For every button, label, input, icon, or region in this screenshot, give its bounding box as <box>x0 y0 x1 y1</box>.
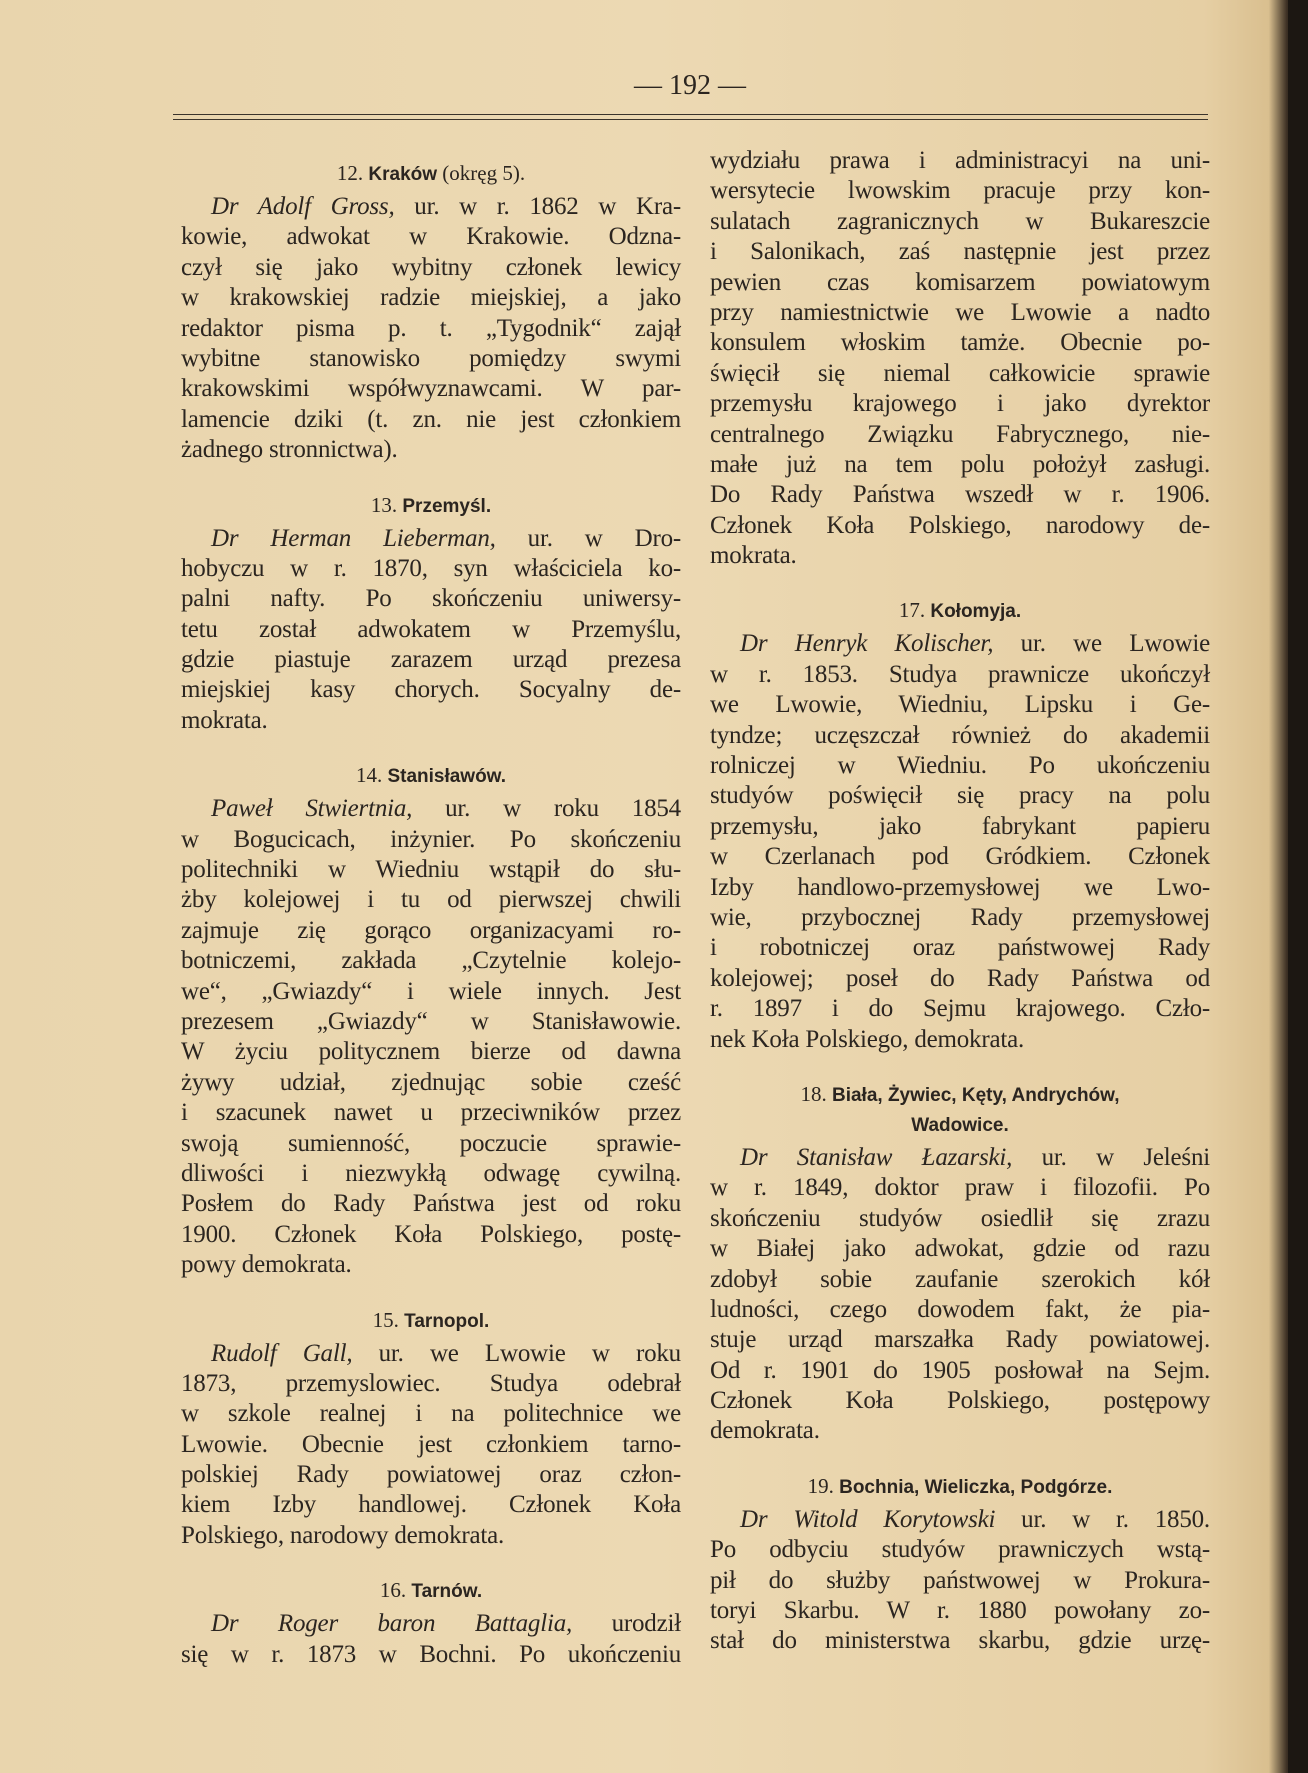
district-number: 14. <box>355 763 383 788</box>
right-column <box>710 147 1210 1657</box>
district-section <box>181 1305 681 1552</box>
biography-line: krakowskimi współwyznawcami. W par- <box>181 375 681 403</box>
district-heading <box>181 1575 681 1607</box>
district-section <box>181 158 681 466</box>
biography-line: ludności, czego dowodem fakt, że pia- <box>710 1295 1210 1323</box>
biography-line: demokrata. <box>710 1417 820 1445</box>
deputy-name: Dr Roger baron Battaglia, <box>211 1610 573 1638</box>
district-heading <box>710 595 1210 627</box>
district-name: Kołomyja. <box>930 601 1022 623</box>
biography-line: żby kolejowej i tu od pierwszej chwili <box>181 886 681 914</box>
district-name: Kraków <box>368 164 438 185</box>
biography-line: mokrata. <box>181 706 268 734</box>
deputy-name: Dr Stanisław Łazarski, <box>740 1143 1013 1171</box>
district-section <box>181 1575 681 1670</box>
biography-first-line <box>181 192 681 222</box>
biography-line: prezesem „Gwiazdy“ w Stanisławowie. <box>181 1007 681 1035</box>
district-heading <box>181 158 681 190</box>
biography-line: mokrata. <box>710 542 797 570</box>
biography-text: ur. we Lwowie <box>993 630 1210 658</box>
district-section <box>710 1471 1210 1657</box>
biography-line: Do Rady Państwa wszedł w r. 1906. <box>710 481 1210 509</box>
biography-line: nek Koła Polskiego, demokrata. <box>710 1025 1025 1053</box>
biography-line: i robotniczej oraz państwowej Rady <box>710 934 1210 962</box>
district-heading <box>181 1305 681 1337</box>
district-number: 16. <box>379 1578 407 1603</box>
district-section <box>710 595 1210 1054</box>
deputy-name: Dr Adolf Gross, <box>211 193 395 220</box>
biography-line: politechniki w Wiedniu wstąpił do słu- <box>181 856 681 884</box>
biography-line: konsulem włoskim tamże. Obecnie po- <box>710 329 1210 357</box>
district-heading <box>181 760 681 792</box>
biography-line: we“, „Gwiazdy“ i wiele innych. Jest <box>181 977 681 1005</box>
biography-line: lamencie dziki (t. zn. nie jest członkiem <box>181 405 681 433</box>
biography-text: ur. w roku 1854 <box>412 795 681 823</box>
biography-first-line <box>181 794 681 824</box>
biography-line: pewien czas komisarzem powiatowym <box>710 268 1210 296</box>
biography-line: Posłem do Rady Państwa jest od roku <box>181 1190 681 1218</box>
biography-text: ur. w Jeleśni <box>1012 1143 1210 1171</box>
district-name: Tarnów. <box>411 1581 483 1603</box>
biography-line: 1873, przemyslowiec. Studya odebrał <box>181 1369 681 1397</box>
biography-line: kiem Izby handlowej. Członek Koła <box>181 1491 681 1519</box>
biography-line: gdzie piastuje zarazem urząd prezesa <box>181 646 681 674</box>
biography-line: hobyczu w r. 1870, syn właściciela ko- <box>181 554 681 582</box>
district-suffix: (okręg 5). <box>442 161 526 185</box>
biography-line: we Lwowie, Wiedniu, Lipsku i Ge- <box>710 691 1210 719</box>
biography-line: przy namiestnictwie we Lwowie a nadto <box>710 298 1210 326</box>
header-rule-lower <box>173 119 1208 120</box>
biography-line: wie, przybocznej Rady przemysłowej <box>710 903 1210 931</box>
biography-line: dliwości i niezwykłą odwagę cywilną. <box>181 1159 681 1187</box>
biography-line: swoją sumienność, poczucie sprawie- <box>181 1129 681 1157</box>
district-section <box>181 490 681 737</box>
biography-line: Po odbyciu studyów prawniczych wstą- <box>710 1536 1210 1564</box>
district-name: Tarnopol. <box>404 1310 490 1332</box>
district-name: Stanisławów. <box>387 766 507 788</box>
biography-line: czył się jako wybitny członek lewicy <box>181 253 681 281</box>
district-name: Bochnia, Wieliczka, Podgórze. <box>839 1476 1113 1498</box>
district-name: Biała, Żywiec, Kęty, Andrychów, <box>831 1084 1120 1106</box>
biography-line: W życiu politycznem bierze od dawna <box>181 1038 681 1066</box>
district-heading-continued <box>710 1109 1210 1141</box>
biography-text: ur. w Dro- <box>495 524 681 552</box>
biography-first-line <box>181 1609 681 1639</box>
biography-first-line <box>710 1505 1210 1535</box>
biography-line: się w r. 1873 w Bochni. Po ukończeniu <box>181 1640 681 1668</box>
biography-line: w Czerlanach pod Gródkiem. Członek <box>710 843 1210 871</box>
biography-line: w Bogucicach, inżynier. Po skończeniu <box>181 825 681 853</box>
biography-line: sulatach zagranicznych w Bukareszcie <box>710 207 1210 235</box>
district-heading <box>710 1079 1210 1111</box>
biography-line: palni nafty. Po skończeniu uniwersy- <box>181 585 681 613</box>
biography-line: rolniczej w Wiedniu. Po ukończeniu <box>710 752 1210 780</box>
biography-line: botniczemi, zakłada „Czytelnie kolejo- <box>181 947 681 975</box>
biography-line: polskiej Rady powiatowej oraz człon- <box>181 1461 681 1489</box>
biography-line: kowie, adwokat w Krakowie. Odzna- <box>181 223 681 251</box>
district-number: 13. <box>370 492 398 517</box>
district-heading <box>181 490 681 522</box>
biography-line: tetu został adwokatem w Przemyślu, <box>181 615 681 643</box>
district-number: 17. <box>898 598 926 623</box>
district-number: 15. <box>372 1307 399 1332</box>
biography-line: Członek Koła Polskiego, narodowy de- <box>710 511 1210 539</box>
biography-first-line <box>710 629 1210 659</box>
biography-line: przemysłu, jako fabrykant papieru <box>710 812 1210 840</box>
biography-first-line <box>181 524 681 554</box>
biography-line: powy demokrata. <box>181 1251 352 1279</box>
district-heading <box>710 1471 1210 1503</box>
deputy-name: Dr Witold Korytowski <box>740 1505 996 1533</box>
biography-line: r. 1897 i do Sejmu krajowego. Czło- <box>710 995 1210 1023</box>
biography-line: w krakowskiej radzie miejskiej, a jako <box>181 284 681 312</box>
biography-line: Od r. 1901 do 1905 posłował na Sejm. <box>710 1356 1210 1384</box>
biography-line: redaktor pisma p. t. „Tygodnik“ zajął <box>181 314 681 342</box>
biography-line: święcił się niemal całkowicie sprawie <box>710 359 1210 387</box>
biography-first-line <box>710 1143 1210 1173</box>
biography-line: Polskiego, narodowy demokrata. <box>181 1521 505 1549</box>
book-binding-edge <box>1288 0 1308 1773</box>
biography-line: żadnego stronnictwa). <box>181 436 398 464</box>
biography-text: ur. w r. 1862 w Kra- <box>394 193 681 220</box>
biography-text: urodził <box>572 1610 681 1638</box>
biography-line: w r. 1849, doktor praw i filozofii. Po <box>710 1174 1210 1202</box>
biography-line: w r. 1853. Studya prawnicze ukończył <box>710 660 1210 688</box>
biography-text: ur. w r. 1850. <box>995 1505 1210 1533</box>
biography-line: skończeniu studyów osiedlił się zrazu <box>710 1204 1210 1232</box>
biography-line: Izby handlowo-przemysłowej we Lwo- <box>710 873 1210 901</box>
page-number: — 192 — <box>634 70 746 101</box>
biography-line: i szacunek nawet u przeciwników przez <box>181 1099 681 1127</box>
continued-biography <box>710 146 1210 571</box>
biography-line: stuje urząd marszałka Rady powiatowej. <box>710 1326 1210 1354</box>
district-number: 12. <box>336 161 364 185</box>
biography-line: stał do ministerstwa skarbu, gdzie urzę- <box>710 1627 1210 1655</box>
district-number: 19. <box>807 1473 834 1498</box>
left-column <box>181 158 681 1670</box>
district-name: Przemyśl. <box>402 495 492 517</box>
biography-line: kolejowej; poseł do Rady Państwa od <box>710 964 1210 992</box>
deputy-name: Rudolf Gall, <box>211 1339 353 1367</box>
biography-line: żywy udział, zjednując sobie cześć <box>181 1068 681 1096</box>
biography-line: wersytecie lwowskim pracuje przy kon- <box>710 177 1210 205</box>
biography-line: miejskiej kasy chorych. Socyalny de- <box>181 676 681 704</box>
biography-line: w szkole realnej i na politechnice we <box>181 1400 681 1428</box>
deputy-name: Dr Herman Lieberman, <box>211 524 496 552</box>
biography-line: w Białej jako adwokat, gdzie od razu <box>710 1235 1210 1263</box>
district-section <box>181 760 681 1280</box>
district-section <box>710 1079 1210 1447</box>
biography-line: zdobył sobie zaufanie szerokich kół <box>710 1265 1210 1293</box>
biography-line: studyów poświęcił się pracy na polu <box>710 782 1210 810</box>
biography-line: wybitne stanowisko pomiędzy swymi <box>181 344 681 372</box>
biography-line: toryi Skarbu. W r. 1880 powołany zo- <box>710 1597 1210 1625</box>
header-rule <box>173 114 1208 115</box>
biography-line: tyndze; uczęszczał również do akademii <box>710 721 1210 749</box>
biography-first-line <box>181 1339 681 1369</box>
deputy-name: Paweł Stwiertnia, <box>211 795 413 823</box>
biography-line: pił do służby państwowej w Prokura- <box>710 1566 1210 1594</box>
deputy-name: Dr Henryk Kolischer, <box>740 630 994 658</box>
biography-line: zajmuje zię gorąco organizacyami ro- <box>181 916 681 944</box>
biography-line: wydziału prawa i administracyi na uni- <box>710 147 1210 174</box>
district-number: 18. <box>800 1081 827 1106</box>
district-name-continued: Wadowice. <box>911 1114 1009 1136</box>
biography-line: przemysłu krajowego i jako dyrektor <box>710 390 1210 418</box>
biography-line: Lwowie. Obecnie jest członkiem tarno- <box>181 1430 681 1458</box>
biography-line: i Salonikach, zaś następnie jest przez <box>710 238 1210 266</box>
biography-line: centralnego Związku Fabrycznego, nie- <box>710 420 1210 448</box>
biography-line: Członek Koła Polskiego, postępowy <box>710 1387 1210 1415</box>
biography-text: ur. we Lwowie w roku <box>352 1339 681 1367</box>
biography-line: 1900. Członek Koła Polskiego, postę- <box>181 1220 681 1248</box>
biography-line: małe już na tem polu położył zasługi. <box>710 450 1210 478</box>
